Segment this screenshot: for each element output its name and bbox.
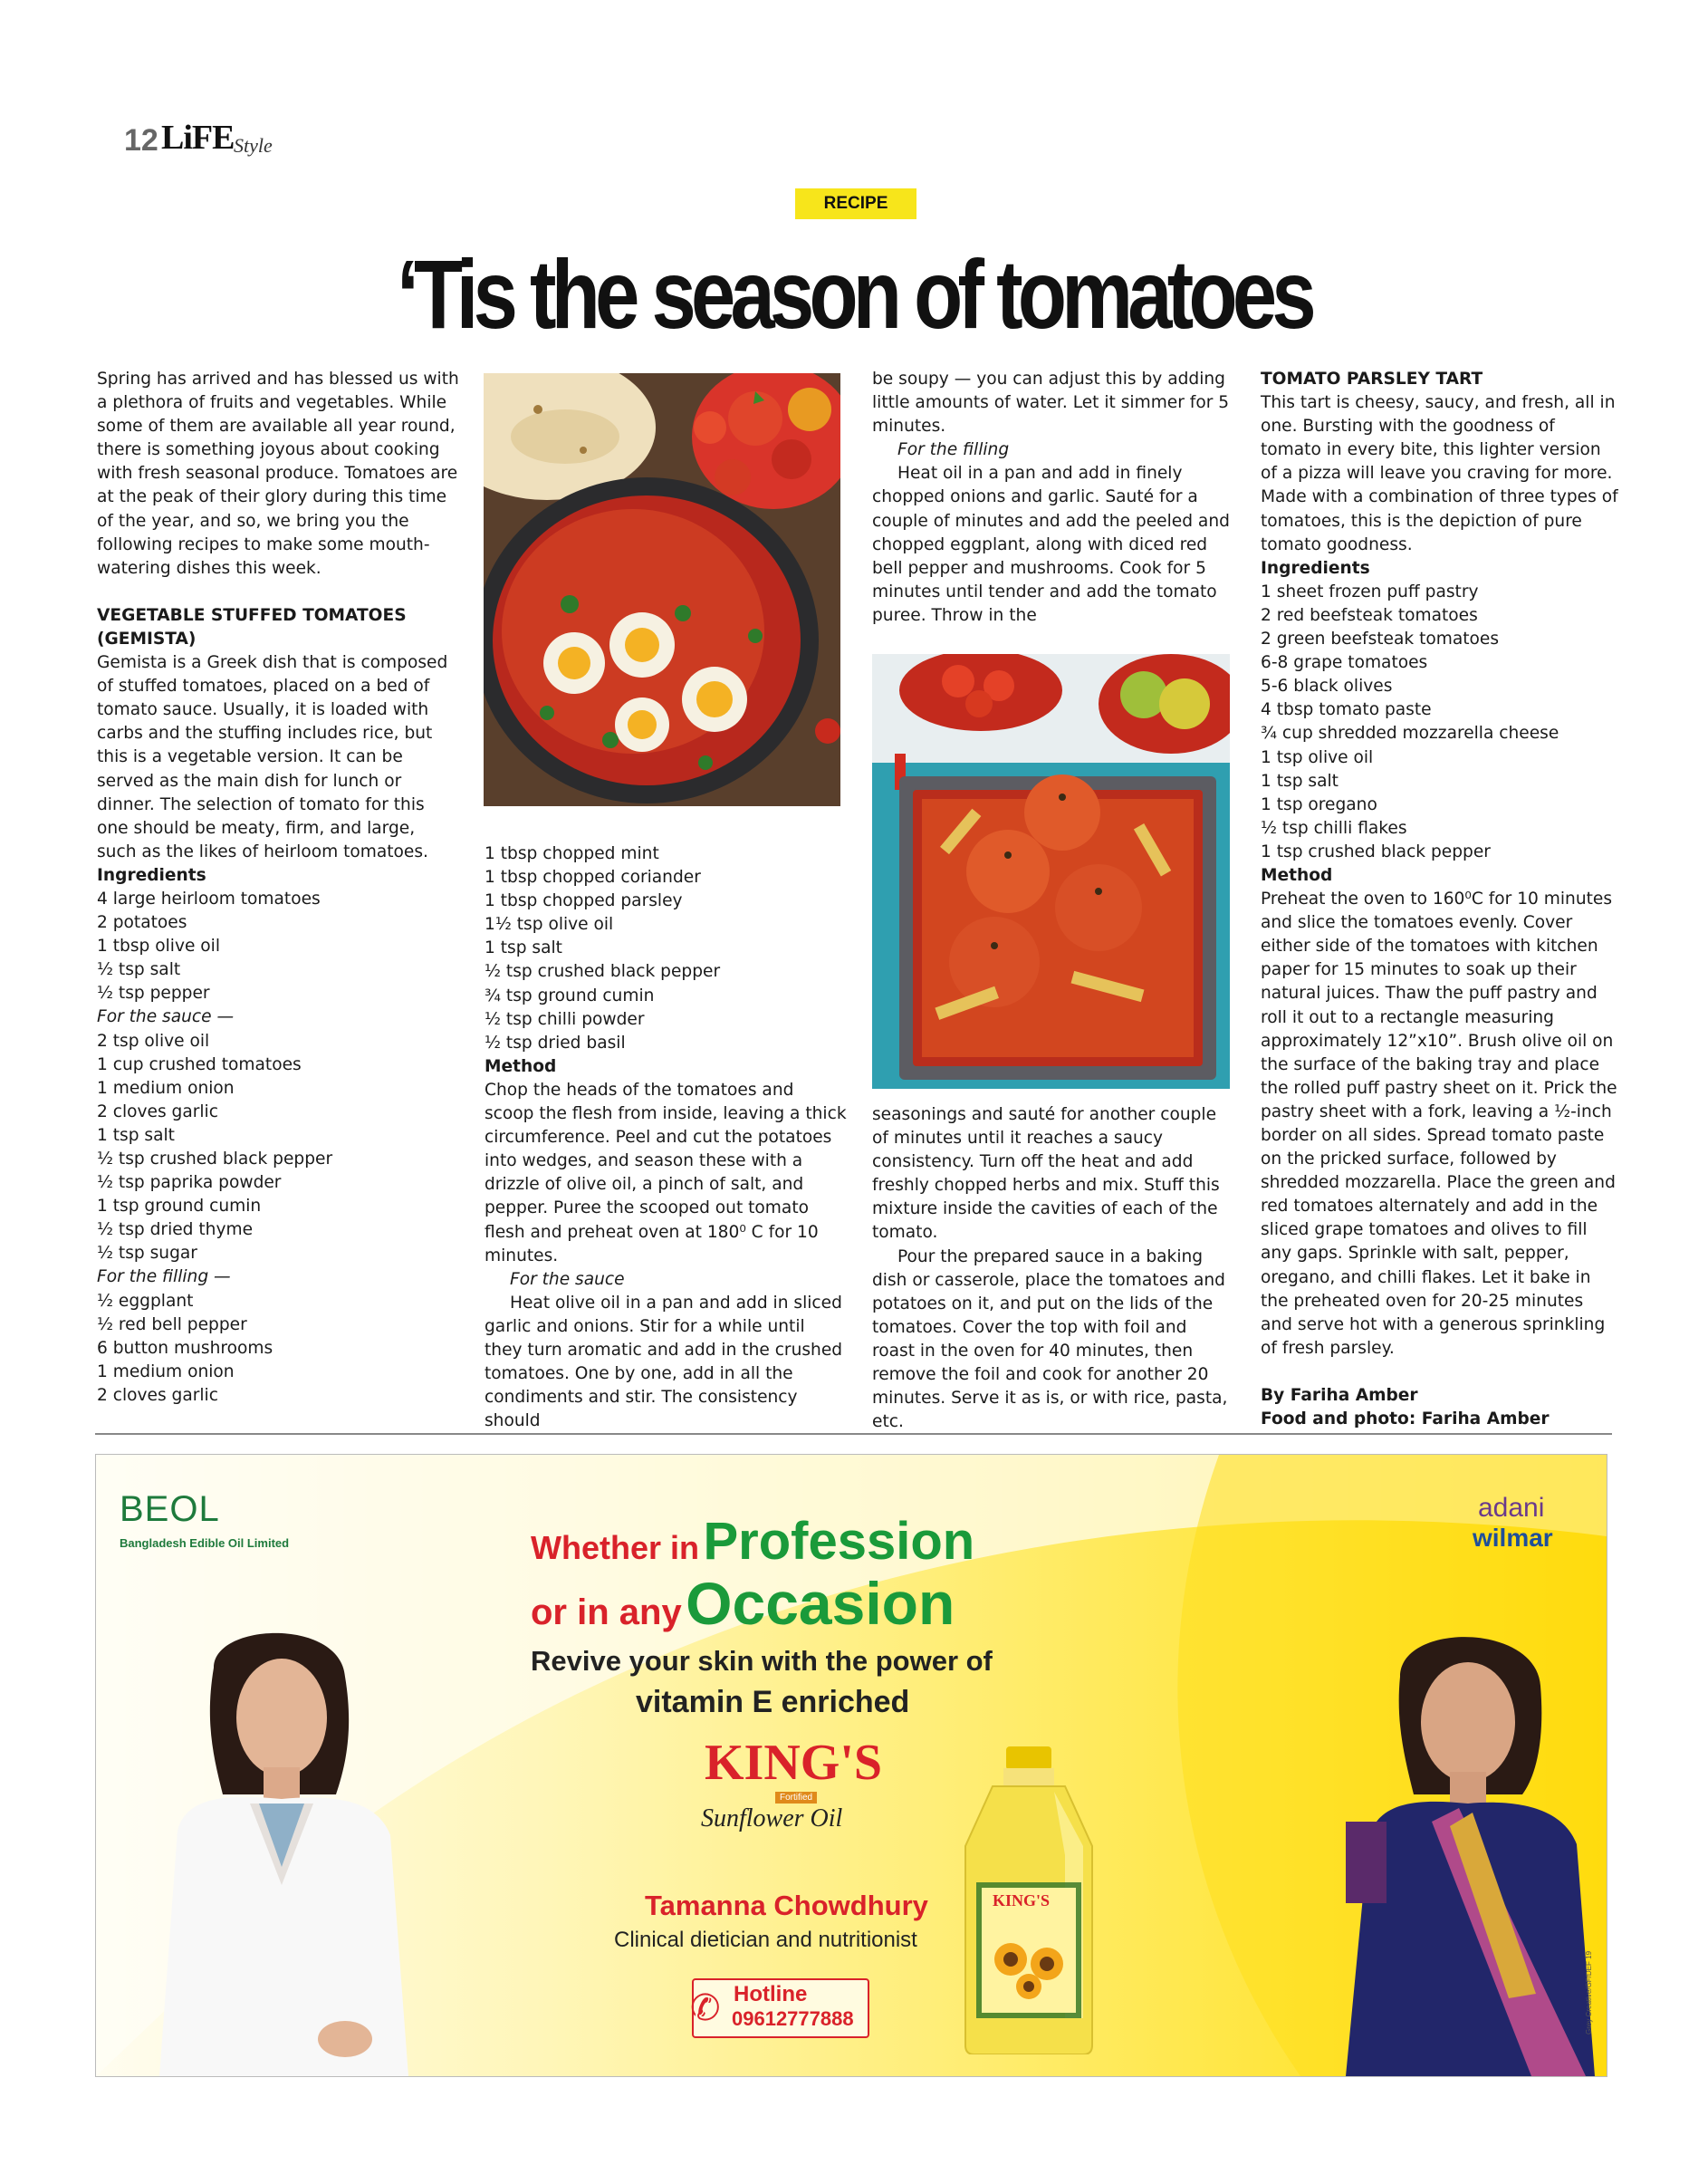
- recipe-2-ingredients-list: [1261, 581, 1618, 864]
- ingredient-item: ¾ tsp ground cumin: [485, 986, 655, 1005]
- spokesperson-left-image: [150, 1613, 440, 2076]
- ingredient-item: ½ tsp pepper: [97, 984, 210, 1004]
- ingredient-item: 1½ tsp olive oil: [485, 915, 614, 935]
- wilmar-logo: wilmar: [1473, 1524, 1553, 1552]
- beol-subtitle: Bangladesh Edible Oil Limited: [120, 1536, 290, 1550]
- ingredient-item: 2 green beefsteak tomatoes: [1261, 630, 1500, 649]
- phone-icon: ✆: [690, 1987, 721, 2029]
- ingredient-item: 6-8 grape tomatoes: [1261, 653, 1428, 673]
- section-logo: LiFE: [161, 119, 235, 157]
- ingredient-item: 1 tbsp chopped mint: [485, 844, 659, 863]
- ingredient-item: 1 sheet frozen puff pastry: [1261, 582, 1479, 601]
- ingredient-item: ½ tsp salt: [97, 960, 181, 980]
- ad-line-4: vitamin E enriched: [636, 1685, 910, 1719]
- filling-ingredients-continued: [485, 842, 847, 1055]
- filling-subheading: For the filling: [897, 440, 1010, 460]
- ingredient-item: 1 tsp ground cumin: [97, 1197, 262, 1217]
- ingredient-item: 1 medium onion: [97, 1078, 235, 1098]
- photo-egg-pan: [484, 373, 840, 806]
- bottle-label: KING'S: [993, 1891, 1051, 1909]
- recipe-2-ingredients-label: Ingredients: [1261, 558, 1370, 578]
- hotline-label: Hotline: [734, 1982, 808, 2006]
- ingredient-item: ½ tsp chilli flakes: [1261, 818, 1407, 838]
- ingredient-item: 1 tsp salt: [97, 1125, 175, 1145]
- sauce-label: For the sauce —: [97, 1007, 235, 1027]
- ingredient-item: 4 tbsp tomato paste: [1261, 700, 1432, 720]
- ingredient-item: 1 cup crushed tomatoes: [97, 1054, 302, 1074]
- column-2: [485, 842, 847, 1433]
- intro-paragraph: Spring has arrived and has blessed us with a plethora of fruits and vegetables. While some of them are available all year round, there is something joyous about cooking with fresh seasonal produce. Tomatoes are at the peak of their glory during this time of the year, and so, we bring you the following recipes to make some mouth-watering dishes this week.: [97, 370, 459, 578]
- ad-line-3: Revive your skin with the power of: [531, 1645, 993, 1677]
- ingredient-item: 2 red beefsteak tomatoes: [1261, 605, 1478, 625]
- ingredient-item: 1 tsp salt: [485, 938, 562, 958]
- method-label: Method: [485, 1056, 557, 1076]
- recipe-1-title-sub: (GEMISTA): [97, 629, 197, 649]
- ad-line-2a: or in any: [531, 1592, 682, 1632]
- ad-line-1a: Whether in: [531, 1529, 699, 1566]
- section-tag: RECIPE: [795, 188, 916, 219]
- column-3: [872, 368, 1234, 628]
- ingredient-item: 6 button mushrooms: [97, 1338, 273, 1358]
- method-paragraph-2: Heat olive oil in a pan and add in sliced garlic and onions. Stir for a while until they turn aromatic and add in the crushed tomatoes. One by one, add in all the condiments and stir. The consistency should: [485, 1293, 843, 1431]
- ingredient-item: 1 tbsp olive oil: [97, 937, 221, 957]
- person-name: Tamanna Chowdhury: [645, 1890, 928, 1921]
- ingredient-item: 1 tsp salt: [1261, 771, 1339, 791]
- recipe-2-method: Preheat the oven to 160⁰C for 10 minutes and slice the tomatoes evenly. Cover either side of the tomatoes with kitchen paper for 15 minutes to soak up their natural juices. Thaw the puff pastry and roll it out to a rectangle measuring approximately 12”x10”. Brush olive oil on the surface of the baking tray and place the rolled puff pastry sheet on it. Prick the pastry sheet with a fork, leaving a ½-inch border on all sides. Spread tomato paste on the pricked surface, followed by shredded mozzarella. Place the green and red tomatoes alternately and add in the sliced grape tomatoes and olives to fill any gaps. Sprinkle with salt, pepper, oregano, and chilli flakes. Let it bake in the preheated oven for 20-25 minutes and serve hot with a generous sprinkling of fresh parsley.: [1261, 890, 1617, 1358]
- ingredient-item: 1 tsp crushed black pepper: [1261, 842, 1491, 861]
- ingredient-item: 2 cloves garlic: [97, 1385, 218, 1405]
- product-name: Sunflower Oil: [701, 1804, 843, 1833]
- photo-credit: Food and photo: Fariha Amber: [1261, 1409, 1550, 1429]
- ingredient-item: 1 tsp olive oil: [1261, 747, 1374, 767]
- filling-paragraph: Heat oil in a pan and add in finely chopped onions and garlic. Sauté for a couple of minutes and add the peeled and chopped eggplant, along with diced red bell pepper and mushrooms. Cook for 5 minutes until tender and add the tomato puree. Throw in the: [872, 464, 1230, 625]
- ad-headline-line-2: [531, 1569, 955, 1638]
- byline: By Fariha Amber: [1261, 1385, 1418, 1405]
- ad-headline-line-1: [531, 1511, 974, 1572]
- ingredient-item: 4 large heirloom tomatoes: [97, 889, 321, 909]
- beol-logo: BEOL: [120, 1489, 220, 1529]
- divider: [95, 1433, 1612, 1435]
- ingredient-item: ½ tsp sugar: [97, 1244, 197, 1264]
- continued-paragraph: be soupy — you can adjust this by adding little amounts of water. Let it simmer for 5 minutes.: [872, 370, 1230, 437]
- brand-name: KING'S: [705, 1735, 883, 1791]
- ingredient-item: ¾ cup shredded mozzarella cheese: [1261, 724, 1559, 744]
- column-1: [97, 368, 459, 1408]
- column-4: [1261, 368, 1618, 1431]
- column-3-continued: [872, 1103, 1234, 1434]
- fortified-badge: Fortified: [775, 1792, 817, 1804]
- ad-line-1b: Profession: [703, 1512, 975, 1571]
- continued-paragraph-2: seasonings and sauté for another couple of minutes until it reaches a saucy consistency. Turn off the heat and add freshly chopped herbs and mix. Stuff this mixture inside the cavities of each of the tomato.: [872, 1105, 1220, 1243]
- ingredient-item: 2 potatoes: [97, 913, 187, 933]
- ingredient-item: 5-6 black olives: [1261, 677, 1393, 697]
- ingredient-item: ½ tsp dried thyme: [97, 1220, 254, 1240]
- person-role: Clinical dietician and nutritionist: [614, 1928, 917, 1952]
- ingredient-item: 1 tsp oregano: [1261, 794, 1377, 814]
- ingredient-item: ½ eggplant: [97, 1291, 194, 1311]
- advertisement: [95, 1454, 1607, 2077]
- recipe-2-title: TOMATO PARSLEY TART: [1261, 370, 1483, 389]
- method-paragraph-1: Chop the heads of the tomatoes and scoop the flesh from inside, leaving a thick circumference. Peel and cut the potatoes into wedges, and season these with a drizzle of olive oil, a pinch of salt, and pepper. Puree the scooped out tomato flesh and preheat oven at 180⁰ C for 10 minutes.: [485, 1080, 847, 1265]
- ingredient-item: ½ red bell pepper: [97, 1314, 247, 1334]
- hotline-number: 09612777888: [732, 2007, 854, 2030]
- section-logo-sub: Style: [234, 134, 273, 157]
- photo-stuffed-tomatoes: [872, 654, 1230, 1089]
- ingredient-item: 1 tbsp chopped parsley: [485, 891, 683, 911]
- adani-logo: adani: [1478, 1493, 1545, 1523]
- recipe-2-method-label: Method: [1261, 865, 1333, 885]
- sauce-subheading: For the sauce: [510, 1269, 625, 1289]
- recipe-1-description: Gemista is a Greek dish that is composed of stuffed tomatoes, placed on a bed of tomato sauce. Usually, it is loaded with carbs and the stuffing includes rice, but this is a vegetable version. It can be served as the main dish for lunch or dinner. The selection of tomato for this one should be meaty, firm, and large, such as the likes of heirloom tomatoes.: [97, 653, 448, 861]
- ad-line-2b: Occasion: [686, 1570, 955, 1637]
- ingredient-item: 2 tsp olive oil: [97, 1031, 210, 1051]
- spokesperson-right-image: [1314, 1613, 1607, 2076]
- ad-side-credit: Grey Creative/GF/DEF 19: [1585, 1950, 1593, 2035]
- filling-label: For the filling —: [97, 1267, 231, 1287]
- filling-ingredients-list: [97, 1290, 459, 1408]
- ingredients-list: [97, 888, 459, 1005]
- ingredient-item: 2 cloves garlic: [97, 1101, 218, 1121]
- ingredient-item: 1 medium onion: [97, 1361, 235, 1381]
- ingredient-item: 1 tbsp chopped coriander: [485, 868, 701, 888]
- ingredient-item: ½ tsp crushed black pepper: [97, 1150, 333, 1169]
- recipe-1-title: VEGETABLE STUFFED TOMATOES: [97, 605, 407, 625]
- page-number: 12: [124, 123, 158, 158]
- ingredients-label: Ingredients: [97, 865, 206, 885]
- ingredient-item: ½ tsp dried basil: [485, 1033, 626, 1053]
- sauce-ingredients-list: [97, 1030, 459, 1266]
- ingredient-item: ½ tsp chilli powder: [485, 1009, 645, 1029]
- ingredient-item: ½ tsp paprika powder: [97, 1173, 282, 1193]
- recipe-2-description: This tart is cheesy, saucy, and fresh, all in one. Bursting with the goodness of tomato in every bite, this lighter version of a pizza will leave you craving for more. Made with a combination of three types of tomatoes, this is the depiction of pure tomato goodness.: [1261, 393, 1618, 554]
- headline: ‘Tis the season of tomatoes: [397, 239, 1311, 349]
- hotline-box[interactable]: [692, 1978, 869, 2038]
- final-paragraph: Pour the prepared sauce in a baking dish or casserole, place the tomatoes and potatoes on it, and put on the lids of the tomatoes. Cover the top with foil and roast in the oven for 40 minutes, then remove the foil and cook for another 20 minutes. Serve it as is, or with rice, pasta, etc.: [872, 1246, 1228, 1432]
- ingredient-item: ½ tsp crushed black pepper: [485, 962, 721, 982]
